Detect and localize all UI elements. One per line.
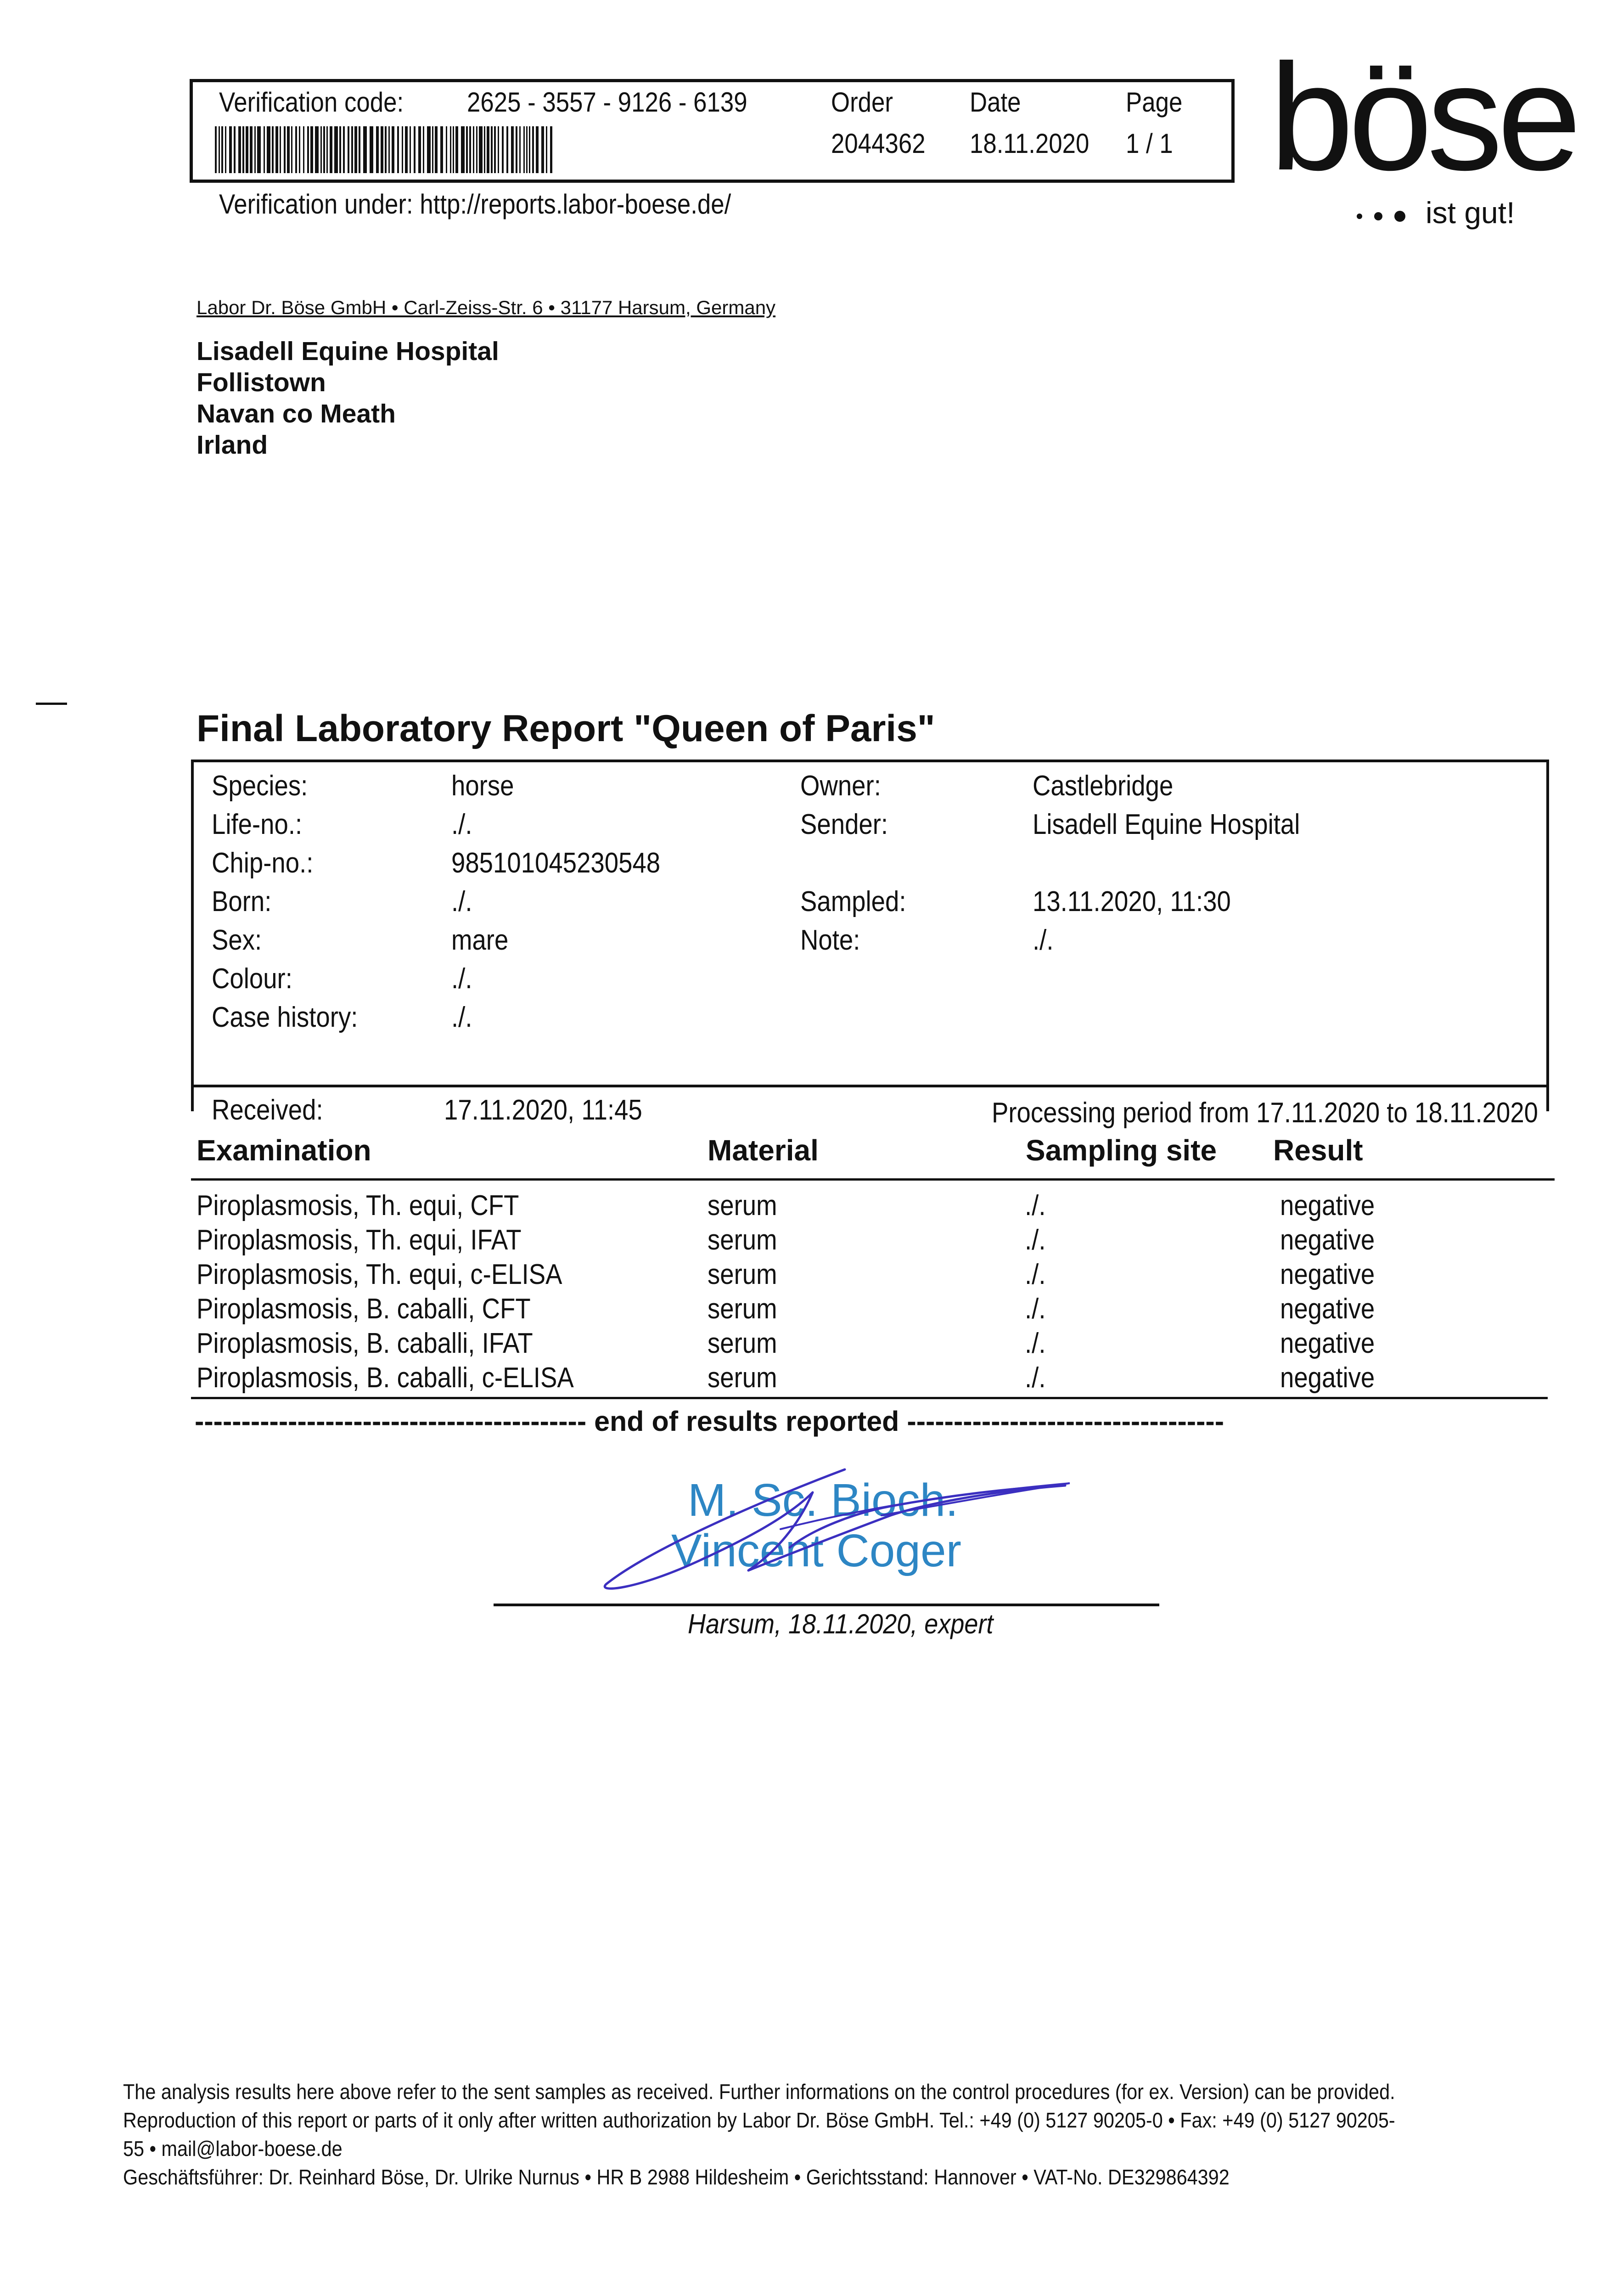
table-cell-material: serum: [708, 1259, 777, 1290]
barcode-bar: [351, 126, 353, 173]
table-cell-result: negative: [1280, 1328, 1375, 1359]
table-row: Piroplasmosis, B. caballi, CFT: [197, 1293, 531, 1325]
barcode-bar: [392, 126, 394, 173]
barcode-bar: [310, 126, 313, 173]
barcode-bar: [323, 126, 325, 173]
barcode-bar: [370, 126, 373, 173]
barcode-bar: [494, 126, 496, 173]
barcode-bar: [546, 126, 547, 173]
box-tail-right: [1546, 1086, 1549, 1111]
chip-no-value: 985101045230548: [451, 847, 661, 879]
table-cell-site: ./.: [1025, 1224, 1046, 1256]
born-label: Born:: [212, 886, 272, 917]
barcode-bar: [284, 126, 286, 173]
barcode-bar: [473, 126, 474, 173]
barcode-bar: [264, 126, 265, 173]
table-cell-material: serum: [708, 1328, 777, 1359]
barcode-bar: [215, 126, 217, 173]
signature-title: M. Sc. Bioch.: [688, 1474, 959, 1526]
barcode-bar: [315, 126, 319, 173]
barcode-bar: [272, 126, 274, 173]
barcode-bar: [287, 126, 290, 173]
table-cell-result: negative: [1280, 1362, 1375, 1394]
barcode-bar: [343, 126, 345, 173]
barcode-bar: [334, 126, 338, 173]
sampled-value: 13.11.2020, 11:30: [1033, 886, 1231, 917]
barcode-bar: [506, 126, 508, 173]
col-header-material: Material: [708, 1134, 819, 1167]
tagline-dot-icon: [1357, 214, 1362, 219]
table-row: Piroplasmosis, B. caballi, c-ELISA: [197, 1362, 574, 1394]
table-cell-site: ./.: [1025, 1328, 1046, 1359]
footer-line-2: Reproduction of this report or parts of it only after written authorization by Labor Dr. Böse GmbH. Tel.: +49 (0) 5127 90205-0 • Fax: +49 (0) 5127 90205-: [123, 2108, 1395, 2132]
barcode-bar: [410, 126, 411, 173]
case-history-label: Case history:: [212, 1002, 358, 1033]
barcode-bar: [221, 126, 223, 173]
page-label: Page: [1126, 87, 1183, 118]
date-label: Date: [970, 87, 1021, 118]
col-header-sampling-site: Sampling site: [1026, 1134, 1217, 1167]
table-cell-site: ./.: [1025, 1190, 1046, 1221]
recipient-line-4: Irland: [197, 430, 268, 460]
order-value: 2044362: [831, 128, 926, 159]
barcode-bar: [491, 126, 493, 173]
barcode-bar: [359, 126, 360, 173]
barcode-bar: [498, 126, 499, 173]
life-no-value: ./.: [451, 809, 472, 840]
sex-value: mare: [451, 924, 509, 956]
table-row: Piroplasmosis, Th. equi, c-ELISA: [197, 1259, 562, 1290]
barcode-bar: [479, 126, 483, 173]
barcode-bar: [254, 126, 256, 173]
barcode-bar: [339, 126, 341, 173]
barcode-bar: [225, 126, 226, 173]
barcode-bar: [484, 126, 485, 173]
barcode-bar: [502, 126, 504, 173]
barcode-bar: [511, 126, 514, 173]
footer-line-1: The analysis results here above refer to the sent samples as received. Further informations on the control procedures (for ex. Version) can be provided.: [123, 2080, 1395, 2104]
col-header-result: Result: [1273, 1134, 1363, 1167]
table-cell-result: negative: [1280, 1293, 1375, 1325]
barcode-bar: [348, 126, 349, 173]
tagline-dot-icon: [1374, 212, 1382, 220]
fold-mark: [36, 703, 67, 705]
barcode-bar: [376, 126, 379, 173]
barcode-bar: [453, 126, 454, 173]
barcode-bar: [466, 126, 468, 173]
sender-label: Sender:: [800, 809, 888, 840]
recipient-line-2: Follistown: [197, 368, 326, 397]
barcode-bar: [219, 126, 220, 173]
barcode-bar: [536, 126, 539, 173]
barcode-bar: [550, 126, 552, 173]
recipient-line-3: Navan co Meath: [197, 399, 396, 428]
table-row: Piroplasmosis, B. caballi, IFAT: [197, 1328, 533, 1359]
barcode-bar: [303, 126, 304, 173]
recipient-line-1: Lisadell Equine Hospital: [197, 337, 499, 366]
table-cell-material: serum: [708, 1190, 777, 1221]
barcode-bar: [469, 126, 471, 173]
barcode-bar: [267, 126, 270, 173]
table-cell-site: ./.: [1025, 1362, 1046, 1394]
note-label: Note:: [800, 924, 860, 956]
barcode-bar: [487, 126, 489, 173]
table-cell-result: negative: [1280, 1190, 1375, 1221]
barcode-bar: [295, 126, 297, 173]
barcode-bar: [414, 126, 416, 173]
processing-period: Processing period from 17.11.2020 to 18.11.2020: [992, 1097, 1539, 1129]
chip-no-label: Chip-no.:: [212, 847, 314, 879]
barcode-bar: [541, 126, 544, 173]
signature-caption: Harsum, 18.11.2020, expert: [688, 1609, 994, 1639]
barcode-bar: [363, 126, 367, 173]
barcode-bar: [330, 126, 332, 173]
tagline-dot-icon: [1394, 211, 1405, 222]
table-bottom-rule: [191, 1397, 1548, 1399]
table-cell-result: negative: [1280, 1224, 1375, 1256]
logo-tagline: ist gut!: [1426, 196, 1515, 230]
barcode-bar: [275, 126, 278, 173]
barcode-bar: [523, 126, 525, 173]
verification-url: Verification under: http://reports.labor-boese.de/: [219, 189, 731, 219]
barcode-bar: [242, 126, 244, 173]
barcode-bar: [250, 126, 253, 173]
table-cell-material: serum: [708, 1293, 777, 1325]
owner-value: Castlebridge: [1033, 770, 1174, 802]
barcode-bar: [446, 126, 447, 173]
barcode-bar: [299, 126, 300, 173]
footer-line-3: 55 • mail@labor-boese.de: [123, 2137, 343, 2161]
verification-code-label: Verification code:: [219, 87, 404, 118]
signature-name: Vincent Coger: [671, 1525, 961, 1576]
barcode-bar: [519, 126, 521, 173]
date-value: 18.11.2020: [970, 128, 1089, 159]
barcode-bar: [234, 126, 236, 173]
handwritten-signature: [597, 1460, 1088, 1598]
received-label: Received:: [212, 1094, 323, 1126]
owner-label: Owner:: [800, 770, 881, 802]
sender-address-line: Labor Dr. Böse GmbH • Carl-Zeiss-Str. 6 • 31177 Harsum, Germany: [197, 297, 776, 318]
barcode-bar: [291, 126, 292, 173]
page-value: 1 / 1: [1126, 128, 1173, 159]
barcode-bar: [326, 126, 328, 173]
sampled-label: Sampled:: [800, 886, 906, 917]
barcode-bar: [516, 126, 517, 173]
barcode-bar: [381, 126, 383, 173]
table-cell-site: ./.: [1025, 1259, 1046, 1290]
table-cell-material: serum: [708, 1362, 777, 1394]
species-label: Species:: [212, 770, 308, 802]
barcode-bar: [526, 126, 528, 173]
sender-value: Lisadell Equine Hospital: [1033, 809, 1300, 840]
table-cell-result: negative: [1280, 1259, 1375, 1290]
barcode: [215, 126, 552, 173]
footer-line-4: Geschäftsführer: Dr. Reinhard Böse, Dr. Ulrike Nurnus • HR B 2988 Hildesheim • Gerichtsstand: Hannover • VAT-No. DE329864392: [123, 2165, 1230, 2189]
report-title: Final Laboratory Report "Queen of Paris": [197, 708, 935, 749]
table-header-rule: [191, 1178, 1555, 1181]
barcode-bar: [418, 126, 421, 173]
barcode-bar: [455, 126, 458, 173]
barcode-bar: [257, 126, 261, 173]
table-row: Piroplasmosis, Th. equi, IFAT: [197, 1224, 522, 1256]
barcode-bar: [427, 126, 431, 173]
box-tail-left: [191, 1086, 194, 1111]
col-header-examination: Examination: [197, 1134, 371, 1167]
life-no-label: Life-no.:: [212, 809, 303, 840]
barcode-bar: [354, 126, 357, 173]
signature-line: [494, 1604, 1159, 1606]
barcode-bar: [435, 126, 438, 173]
barcode-bar: [320, 126, 322, 173]
barcode-bar: [532, 126, 534, 173]
company-logo: böse: [1269, 32, 1576, 202]
barcode-bar: [432, 126, 433, 173]
barcode-bar: [280, 126, 281, 173]
barcode-bar: [529, 126, 530, 173]
born-value: ./.: [451, 886, 472, 917]
barcode-bar: [402, 126, 403, 173]
barcode-bar: [307, 126, 309, 173]
barcode-bar: [423, 126, 424, 173]
end-of-results-marker: ------------------------------------------ end of results reported ----------------------------------: [195, 1406, 1224, 1437]
barcode-bar: [246, 126, 248, 173]
barcode-bar: [238, 126, 241, 173]
barcode-bar: [461, 126, 465, 173]
case-history-value: ./.: [451, 1002, 472, 1033]
order-label: Order: [831, 87, 893, 118]
verification-code-value: 2625 - 3557 - 9126 - 6139: [467, 87, 747, 118]
received-value: 17.11.2020, 11:45: [444, 1094, 642, 1126]
colour-label: Colour:: [212, 963, 292, 995]
colour-value: ./.: [451, 963, 472, 995]
barcode-bar: [229, 126, 232, 173]
barcode-bar: [450, 126, 451, 173]
barcode-bar: [476, 126, 477, 173]
table-cell-material: serum: [708, 1224, 777, 1256]
barcode-bar: [385, 126, 387, 173]
barcode-bar: [397, 126, 399, 173]
barcode-bar: [388, 126, 390, 173]
sex-label: Sex:: [212, 924, 262, 956]
barcode-bar: [440, 126, 443, 173]
barcode-bar: [405, 126, 408, 173]
table-row: Piroplasmosis, Th. equi, CFT: [197, 1190, 519, 1221]
species-value: horse: [451, 770, 514, 802]
note-value: ./.: [1033, 924, 1054, 956]
table-cell-site: ./.: [1025, 1293, 1046, 1325]
